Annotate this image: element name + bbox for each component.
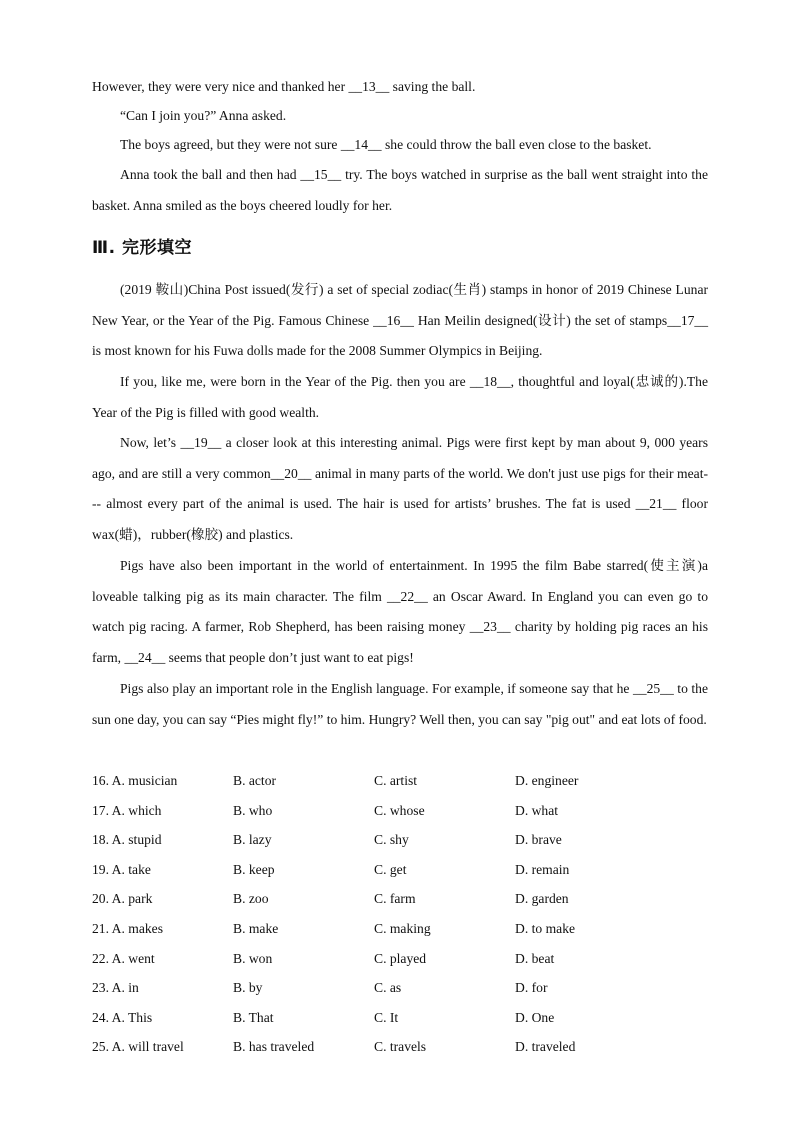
option-b: B. actor (233, 773, 277, 788)
option-d: D. for (515, 980, 548, 996)
paragraph-anna-try: Anna took the ball and then had __15__ try. The boys watched in surprise as the ball went straight into the basket. Anna smiled as the boys cheered loudly for her. (92, 167, 708, 213)
passage-paragraph-4: Pigs have also been important in the world of entertainment. In 1995 the film Babe starred(使主演)a loveable talking pig as its main character. The film __22__ an Oscar Award. In England you can even go to watch pig racing. A farmer, Rob Shepherd, has been raising money __23__ charity by holding pig races an his farm, __24__ seems that people don’t just want to eat pigs! (92, 558, 708, 665)
option-c: C. travels (374, 1039, 427, 1055)
option-row-24 (92, 1003, 708, 1033)
option-b: B. by (233, 980, 263, 996)
passage-paragraph-1: (2019 鞍山)China Post issued(发行) a set of special zodiac(生肖) stamps in honor of 2019 Chinese Lunar New Year, or the Year of the Pig. Famous Chinese __16__ Han Meilin designed(设计) the set of stamps__17__ is most known for his Fuwa dolls made for the 2008 Summer Olympics in Beijing. (92, 282, 708, 358)
section-heading: Ⅲ. 完形填空 (92, 238, 192, 258)
option-row-18 (92, 825, 708, 855)
option-b: B. zoo (233, 891, 269, 907)
option-a: 21. A. makes (92, 920, 163, 936)
option-d: D. what (515, 802, 559, 818)
passage-paragraph-5: Pigs also play an important role in the English language. For example, if someone say that he __25__ to the sun one day, you can say “Pies might fly!” to him. Hungry? Well then, you can say "pig out" and eat lots of food. (92, 681, 708, 727)
paragraph-dialogue: “Can I join you?” Anna asked. (120, 108, 287, 123)
option-b: B. That (233, 1009, 274, 1025)
passage-paragraph-3: Now, let’s __19__ a closer look at this interesting animal. Pigs were first kept by man about 9, 000 years ago, and are still a very common__20__ animal in many parts of the world. We don't just use pigs for their meat--- almost every part of the animal is used. The hair is used for artists’ brushes. The fat is used __21__ floor wax(蜡)，rubber(橡胶) and plastics. (92, 435, 708, 542)
option-row-17 (92, 796, 708, 826)
option-a: 16. A. musician (92, 773, 178, 788)
option-a: 23. A. in (92, 980, 139, 996)
option-row-19 (92, 855, 708, 885)
option-d: D. traveled (515, 1039, 576, 1055)
option-row-23 (92, 973, 708, 1003)
option-d: D. One (515, 1009, 555, 1025)
option-d: D. remain (515, 861, 570, 877)
option-c: C. making (374, 920, 431, 936)
option-d: D. brave (515, 832, 562, 848)
paragraph-boys-agreed: The boys agreed, but they were not sure __14__ she could throw the ball even close to the basket. (120, 137, 652, 152)
option-row-21 (92, 914, 708, 944)
option-d: D. engineer (515, 773, 579, 788)
option-a: 25. A. will travel (92, 1039, 184, 1055)
option-d: D. garden (515, 891, 569, 907)
option-b: B. who (233, 802, 273, 818)
option-c: C. as (374, 980, 402, 996)
option-a: 20. A. park (92, 891, 153, 907)
option-row-22 (92, 944, 708, 974)
option-a: 17. A. which (92, 802, 162, 818)
option-b: B. has traveled (233, 1039, 315, 1055)
option-row-20 (92, 884, 708, 914)
option-c: C. played (374, 950, 427, 966)
option-b: B. make (233, 920, 279, 936)
option-a: 22. A. went (92, 950, 155, 966)
passage-paragraph-2: If you, like me, were born in the Year of the Pig. then you are __18__, thoughtful and loyal(忠诚的).The Year of the Pig is filled with good wealth. (92, 374, 708, 420)
option-c: C. farm (374, 891, 416, 907)
paragraph-continuation: However, they were very nice and thanked her __13__ saving the ball. (92, 79, 476, 94)
option-row-16 (92, 766, 708, 796)
option-c: C. shy (374, 832, 409, 848)
option-c: C. get (374, 861, 407, 877)
option-d: D. beat (515, 950, 555, 966)
option-b: B. keep (233, 861, 275, 877)
option-a: 19. A. take (92, 861, 151, 877)
options-list (92, 766, 708, 1062)
option-c: C. It (374, 1009, 399, 1025)
option-row-25 (92, 1032, 708, 1062)
option-a: 24. A. This (92, 1009, 153, 1025)
option-d: D. to make (515, 920, 576, 936)
option-b: B. lazy (233, 832, 272, 848)
option-c: C. whose (374, 802, 425, 818)
option-b: B. won (233, 950, 273, 966)
option-a: 18. A. stupid (92, 832, 162, 848)
option-c: C. artist (374, 773, 418, 788)
